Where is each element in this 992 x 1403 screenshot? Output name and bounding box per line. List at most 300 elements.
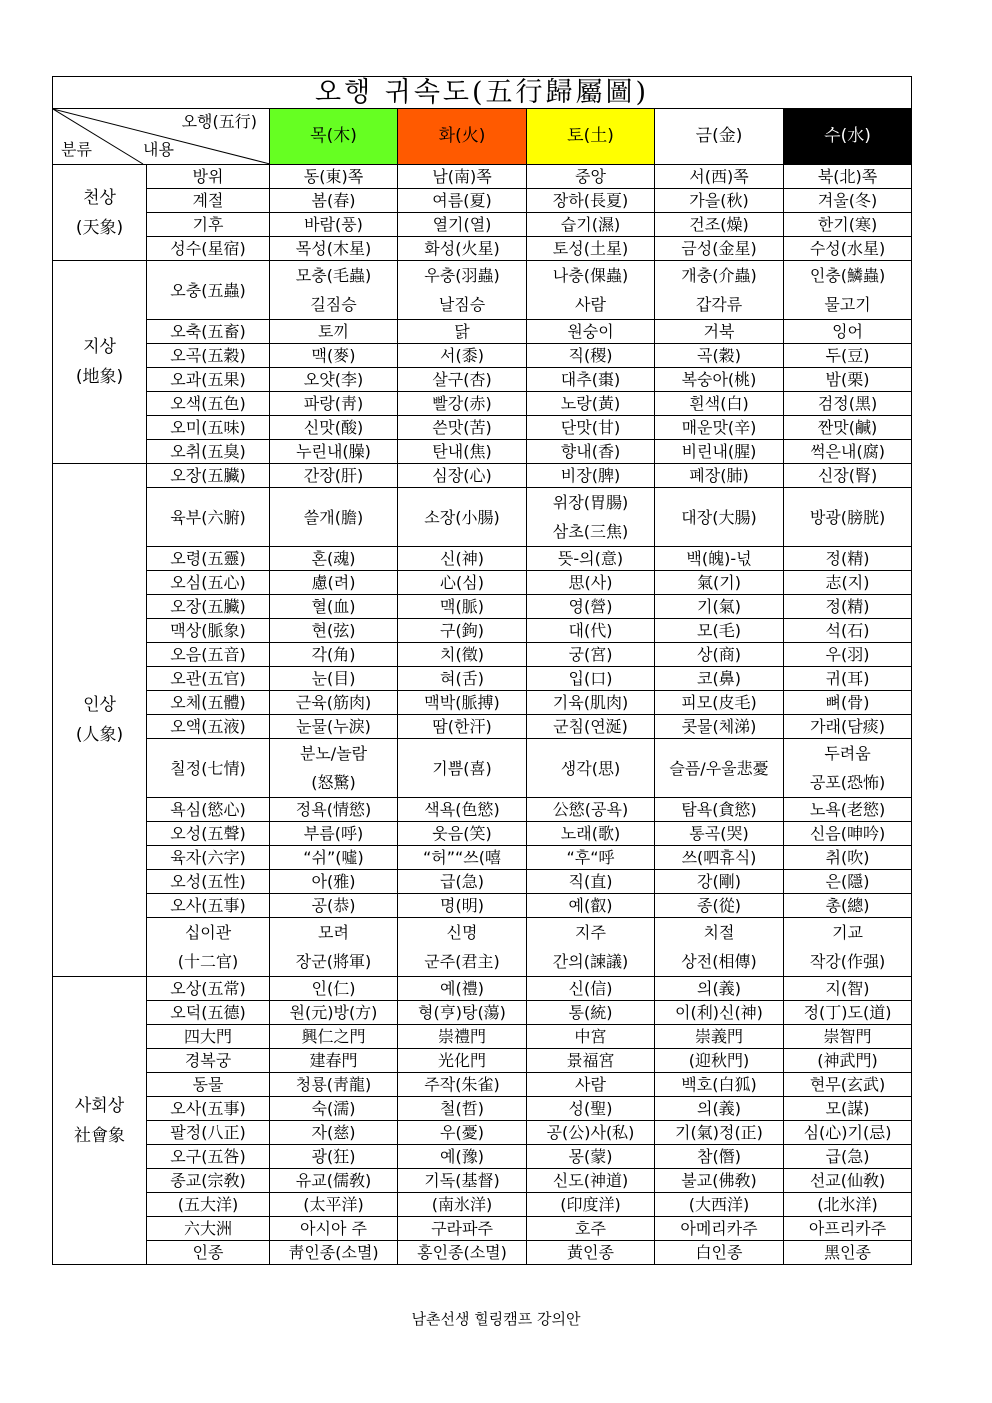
- cell-water: [784, 1001, 912, 1025]
- cell-fire: [398, 691, 527, 715]
- cell-line: 십이관: [184, 923, 232, 942]
- cell-line: 형(亨)탕(蕩): [418, 1003, 506, 1022]
- table-row: [53, 619, 912, 643]
- cell-wood: [270, 918, 398, 977]
- cell-wood: [270, 1001, 398, 1025]
- cell-line: 비린내(腥): [681, 442, 757, 461]
- cell-line: 서(黍): [440, 346, 484, 365]
- cell-wood: [270, 1025, 398, 1049]
- cell-line: 서(西)쪽: [689, 167, 749, 186]
- cell-metal: [655, 595, 784, 619]
- cell-line: 기교: [832, 923, 863, 942]
- corner-content-label: 내용: [143, 140, 174, 159]
- row-label: [147, 213, 270, 237]
- cell-water: [784, 1121, 912, 1145]
- cell-earth: [527, 1169, 655, 1193]
- cell-wood: [270, 619, 398, 643]
- cell-line: 신명: [446, 923, 478, 942]
- cell-metal: [655, 571, 784, 595]
- cell-line: 공(公)사(私): [546, 1123, 635, 1142]
- cell-line: (印度洋): [560, 1195, 621, 1214]
- cell-line: 쓰(呬휴식): [681, 848, 757, 867]
- cell-line: 작강(作强): [809, 952, 886, 971]
- cell-fire: [398, 1169, 527, 1193]
- cell-line: 기쁨(喜): [432, 758, 492, 778]
- cell-water: [784, 1049, 912, 1073]
- cell-metal: [655, 1169, 784, 1193]
- cell-fire: [398, 894, 527, 918]
- cell-metal: [655, 715, 784, 739]
- cell-metal: [655, 1097, 784, 1121]
- cell-line: 오사(五事): [170, 896, 246, 915]
- cell-line: 단맛(甘): [560, 418, 621, 437]
- cell-fire: [398, 739, 527, 798]
- cell-wood: [270, 1241, 398, 1265]
- cell-line: (天象): [75, 217, 124, 238]
- cell-line: 이(利)신(神): [675, 1003, 763, 1022]
- cell-earth: [527, 547, 655, 571]
- cell-line: 오충(五蟲): [170, 280, 246, 300]
- cell-line: 동물: [192, 1075, 224, 1094]
- cell-line: 한기(寒): [817, 215, 878, 234]
- cell-metal: [655, 464, 784, 488]
- cell-wood: [270, 1145, 398, 1169]
- cell-line: 썩은내(腐): [810, 442, 885, 461]
- cell-water: [784, 1145, 912, 1169]
- cell-earth: [527, 464, 655, 488]
- cell-line: 장하(長夏): [552, 191, 629, 210]
- cell-line: 신도(神道): [552, 1171, 629, 1190]
- cell-line: (怒驚): [311, 773, 356, 792]
- cell-line: “후“呼: [566, 848, 615, 867]
- cell-wood: [270, 894, 398, 918]
- cell-line: 금성(金星): [681, 239, 757, 258]
- cell-line: 위장(胃腸): [552, 493, 629, 512]
- cell-line: 백(魄)-넋: [686, 549, 752, 568]
- cell-line: 혈(血): [311, 597, 356, 616]
- cell-line: 모려: [318, 923, 349, 942]
- cell-line: 콧물(체涕): [681, 717, 757, 736]
- cell-fire: [398, 846, 527, 870]
- table-row: [53, 237, 912, 261]
- cell-line: 구(鉤): [440, 621, 484, 640]
- cell-line: 봄(春): [311, 191, 356, 210]
- cell-metal: [655, 440, 784, 464]
- cell-line: 오장(五臟): [170, 597, 246, 616]
- cell-line: 두려움: [824, 744, 871, 763]
- cell-fire: [398, 213, 527, 237]
- cell-line: 心(심): [440, 573, 484, 592]
- cell-fire: [398, 571, 527, 595]
- cell-line: 아(雅): [311, 872, 356, 891]
- cell-line: 코(鼻): [697, 669, 741, 688]
- cell-line: 육자(六字): [170, 848, 246, 867]
- cell-line: 맥상(脈象): [170, 621, 246, 640]
- cell-line: 오곡(五穀): [170, 346, 246, 365]
- cell-water: [784, 1073, 912, 1097]
- cell-line: 복숭아(桃): [681, 370, 757, 389]
- cell-earth: [527, 1145, 655, 1169]
- cell-line: 남(南)쪽: [432, 167, 492, 186]
- cell-metal: [655, 691, 784, 715]
- table-row: [53, 691, 912, 715]
- cell-earth: [527, 691, 655, 715]
- cell-line: 예(禮): [440, 979, 484, 998]
- cell-earth: [527, 894, 655, 918]
- cell-earth: [527, 261, 655, 320]
- cell-water: [784, 440, 912, 464]
- cell-line: (地象): [75, 367, 124, 387]
- row-label: [147, 1025, 270, 1049]
- cell-line: 두(豆): [825, 346, 870, 365]
- row-label: [147, 189, 270, 213]
- cell-line: 숙(濡): [311, 1099, 356, 1118]
- cell-line: 계절: [192, 191, 224, 210]
- cell-line: 유교(儒敎): [295, 1171, 372, 1190]
- cell-metal: [655, 213, 784, 237]
- cell-line: 통곡(哭): [689, 824, 749, 843]
- cell-line: 의(義): [697, 979, 741, 998]
- cell-line: 오축(五畜): [170, 322, 246, 341]
- row-label: [147, 237, 270, 261]
- cell-line: 선교(仙敎): [809, 1171, 886, 1190]
- table-row: [53, 1025, 912, 1049]
- cell-wood: [270, 1097, 398, 1121]
- cell-line: 비장(脾): [560, 466, 621, 485]
- cell-line: 혼(魂): [311, 549, 356, 568]
- cell-line: 정욕(情慾): [295, 800, 372, 819]
- cell-water: [784, 213, 912, 237]
- table-row: [53, 798, 912, 822]
- cell-fire: [398, 619, 527, 643]
- table-row: [53, 488, 912, 547]
- cell-line: 길짐승: [310, 295, 357, 314]
- table-row: [53, 1145, 912, 1169]
- cell-line: 신(神): [440, 549, 484, 568]
- cell-line: 강(剛): [697, 872, 741, 891]
- cell-line: (北氷洋): [817, 1195, 878, 1214]
- cell-metal: [655, 739, 784, 798]
- row-label: [147, 368, 270, 392]
- cell-fire: [398, 1193, 527, 1217]
- cell-line: 현(弦): [311, 621, 356, 640]
- cell-metal: [655, 1001, 784, 1025]
- cell-line: 구라파주: [431, 1219, 493, 1238]
- cell-fire: [398, 1145, 527, 1169]
- cell-line: 인충(鱗蟲): [809, 266, 886, 285]
- cell-line: 興仁之門: [301, 1027, 366, 1046]
- cell-wood: [270, 846, 398, 870]
- cell-earth: [527, 667, 655, 691]
- cell-wood: [270, 1193, 398, 1217]
- row-label: [147, 1097, 270, 1121]
- cell-line: 六大洲: [183, 1219, 232, 1238]
- cell-line: 예(叡): [568, 896, 613, 915]
- row-label: [147, 1049, 270, 1073]
- cell-fire: [398, 715, 527, 739]
- cell-line: 북(北)쪽: [817, 167, 878, 186]
- row-label: [147, 977, 270, 1001]
- cell-line: 신(信): [568, 979, 613, 998]
- cell-wood: [270, 691, 398, 715]
- cell-line: 대장(大腸): [681, 507, 757, 527]
- cell-wood: [270, 237, 398, 261]
- cell-line: 氣(기): [697, 573, 741, 592]
- cell-fire: [398, 488, 527, 547]
- cell-earth: [527, 918, 655, 977]
- cell-water: [784, 1025, 912, 1049]
- cell-line: 기육(肌肉): [552, 693, 629, 712]
- cell-water: [784, 1241, 912, 1265]
- cell-line: 四大門: [183, 1027, 232, 1046]
- cell-line: 곡(穀): [697, 346, 741, 365]
- table-row: [53, 715, 912, 739]
- cell-earth: [527, 1217, 655, 1241]
- cell-line: 노랑(黃): [560, 394, 621, 413]
- cell-line: 靑인종(소멸): [288, 1243, 379, 1262]
- cell-line: 주작(朱雀): [424, 1075, 500, 1094]
- cell-earth: [527, 320, 655, 344]
- cell-water: [784, 691, 912, 715]
- row-label: [147, 440, 270, 464]
- cell-line: 오덕(五德): [170, 1003, 246, 1022]
- cell-wood: [270, 1169, 398, 1193]
- cell-line: 근육(筋肉): [295, 693, 372, 712]
- cell-earth: [527, 189, 655, 213]
- cell-line: 자(慈): [311, 1123, 356, 1142]
- cell-line: 인상: [83, 695, 116, 715]
- cell-line: 참(僭): [697, 1147, 741, 1166]
- cell-line: 바람(풍): [304, 215, 363, 234]
- cell-earth: [527, 165, 655, 189]
- five-elements-table: [52, 76, 912, 1265]
- cell-line: (大西洋): [688, 1195, 750, 1214]
- cell-line: 가을(秋): [689, 191, 749, 210]
- row-label: [147, 464, 270, 488]
- cell-line: (神武門): [817, 1051, 878, 1070]
- cell-line: 현무(玄武): [809, 1075, 886, 1094]
- cell-line: 오취(五臭): [170, 442, 246, 461]
- cell-line: 光化門: [437, 1051, 486, 1070]
- table-row: [53, 870, 912, 894]
- cell-fire: [398, 1001, 527, 1025]
- cell-line: 아메리카주: [680, 1219, 758, 1238]
- table-row: [53, 464, 912, 488]
- table-row: [53, 1121, 912, 1145]
- table-row: [53, 261, 912, 320]
- cell-line: 간장(肝): [303, 466, 364, 485]
- cell-earth: [527, 822, 655, 846]
- cell-fire: [398, 1073, 527, 1097]
- cell-earth: [527, 715, 655, 739]
- cell-line: 웃음(笑): [432, 824, 492, 843]
- cell-line: 분노/놀람: [299, 744, 368, 763]
- table-row: [53, 440, 912, 464]
- cell-line: 景福宮: [566, 1051, 615, 1070]
- cell-line: 색욕(色慾): [424, 800, 500, 819]
- cell-metal: [655, 189, 784, 213]
- cell-line: (南氷洋): [431, 1195, 493, 1214]
- cell-line: 지주: [575, 923, 606, 942]
- cell-earth: [527, 1001, 655, 1025]
- cell-line: 영(營): [568, 597, 613, 616]
- table-row: [53, 368, 912, 392]
- cell-line: 모(謀): [825, 1099, 870, 1118]
- cell-line: 방위: [192, 167, 224, 186]
- cell-line: (迎秋門): [688, 1051, 750, 1070]
- cell-earth: [527, 643, 655, 667]
- element-header-wood: 목(木): [270, 109, 398, 165]
- cell-water: [784, 165, 912, 189]
- cell-fire: [398, 1121, 527, 1145]
- row-label: [147, 595, 270, 619]
- cell-metal: [655, 344, 784, 368]
- cell-line: 누린내(臊): [296, 442, 371, 461]
- row-label: [147, 1145, 270, 1169]
- cell-line: 노욕(老慾): [809, 800, 886, 819]
- cell-earth: [527, 1193, 655, 1217]
- cell-water: [784, 488, 912, 547]
- cell-line: 원(元)방(方): [289, 1003, 378, 1022]
- cell-line: 각(角): [311, 645, 356, 664]
- corner-element-label: 오행(五行): [181, 112, 257, 131]
- cell-line: 우(憂): [440, 1123, 484, 1142]
- cell-line: 아프리카주: [808, 1219, 887, 1238]
- cell-line: 사람: [575, 295, 606, 314]
- cell-line: 건조(燥): [689, 215, 749, 234]
- cell-line: 짠맛(鹹): [817, 418, 878, 437]
- cell-wood: [270, 977, 398, 1001]
- cell-wood: [270, 870, 398, 894]
- cell-line: 개충(介蟲): [681, 266, 757, 285]
- cell-line: 경복궁: [184, 1051, 232, 1070]
- cell-line: 의(義): [697, 1099, 741, 1118]
- cell-line: 입(口): [568, 669, 613, 688]
- cell-earth: [527, 213, 655, 237]
- cell-line: 오관(五官): [170, 669, 246, 688]
- cell-line: 치절: [703, 923, 735, 942]
- cell-line: 노래(歌): [560, 824, 621, 843]
- cell-water: [784, 464, 912, 488]
- cell-fire: [398, 464, 527, 488]
- cell-line: 공포(恐怖): [809, 773, 886, 792]
- cell-wood: [270, 715, 398, 739]
- cell-line: 취(吹): [825, 848, 870, 867]
- cell-line: 폐장(肺): [689, 466, 749, 485]
- cell-line: 모(毛): [697, 621, 741, 640]
- cell-earth: [527, 488, 655, 547]
- cell-metal: [655, 237, 784, 261]
- table-row: [53, 571, 912, 595]
- cell-metal: [655, 822, 784, 846]
- row-label: [147, 1169, 270, 1193]
- cell-wood: [270, 798, 398, 822]
- cell-line: 호주: [575, 1219, 606, 1238]
- cell-metal: [655, 1241, 784, 1265]
- row-label: [147, 547, 270, 571]
- cell-line: 잉어: [832, 322, 863, 341]
- row-label: [147, 619, 270, 643]
- cell-wood: [270, 368, 398, 392]
- cell-line: 통(統): [568, 1003, 613, 1022]
- cell-line: 수성(水星): [809, 239, 886, 258]
- cell-line: 육부(六腑): [170, 507, 246, 527]
- cell-metal: [655, 1217, 784, 1241]
- cell-line: 쓸개(膽): [303, 507, 364, 527]
- element-header-water: 수(水): [784, 109, 912, 165]
- cell-line: 홍인종(소멸): [417, 1243, 507, 1262]
- row-label: [147, 1217, 270, 1241]
- footer-note: 남촌선생 힐링캠프 강의안: [411, 1310, 581, 1328]
- cell-water: [784, 344, 912, 368]
- cell-wood: [270, 571, 398, 595]
- cell-line: 오사(五事): [170, 1099, 246, 1118]
- cell-earth: [527, 1025, 655, 1049]
- cell-line: 공(恭): [311, 896, 356, 915]
- row-label: [147, 715, 270, 739]
- cell-line: 신맛(酸): [303, 418, 364, 437]
- cell-line: 오심(五心): [170, 573, 246, 592]
- cell-line: 상전(相傳): [681, 952, 757, 971]
- table-row: [53, 344, 912, 368]
- cell-water: [784, 416, 912, 440]
- cell-line: 중앙: [575, 167, 606, 186]
- element-header-fire: 화(火): [398, 109, 527, 165]
- cell-line: 석(石): [825, 621, 870, 640]
- cell-line: 오과(五果): [170, 370, 246, 389]
- cell-line: 원숭이: [567, 322, 614, 341]
- cell-line: 탄내(焦): [432, 442, 492, 461]
- cell-water: [784, 571, 912, 595]
- cell-wood: [270, 440, 398, 464]
- cell-line: 오성(五聲): [170, 824, 246, 843]
- cell-line: 심장(心): [432, 466, 492, 485]
- cell-wood: [270, 261, 398, 320]
- table-row: [53, 643, 912, 667]
- cell-line: 오얏(李): [303, 370, 364, 389]
- cell-line: 白인종: [695, 1243, 743, 1262]
- cell-line: 파랑(靑): [303, 394, 364, 413]
- cell-fire: [398, 977, 527, 1001]
- table-row: [53, 595, 912, 619]
- cell-line: 예(豫): [440, 1147, 484, 1166]
- cell-earth: [527, 1121, 655, 1145]
- cell-line: 치(徵): [440, 645, 484, 664]
- cell-metal: [655, 261, 784, 320]
- cell-earth: [527, 798, 655, 822]
- cell-line: 화성(火星): [424, 239, 500, 258]
- cell-line: 간의(諫議): [552, 952, 629, 971]
- cell-line: 급(急): [825, 1147, 870, 1166]
- cell-fire: [398, 1217, 527, 1241]
- table-row: [53, 846, 912, 870]
- row-label: [147, 667, 270, 691]
- cell-metal: [655, 1145, 784, 1169]
- cell-fire: [398, 822, 527, 846]
- cell-line: 오장(五臟): [170, 466, 246, 485]
- cell-water: [784, 643, 912, 667]
- cell-line: 광(狂): [311, 1147, 356, 1166]
- table-row: [53, 918, 912, 977]
- cell-fire: [398, 416, 527, 440]
- cell-line: 가래(담痰): [810, 717, 885, 736]
- cell-metal: [655, 894, 784, 918]
- cell-line: 社會象: [74, 1125, 125, 1146]
- cell-fire: [398, 189, 527, 213]
- cell-water: [784, 918, 912, 977]
- corner-category-label: 분류: [61, 140, 92, 159]
- table-row: [53, 547, 912, 571]
